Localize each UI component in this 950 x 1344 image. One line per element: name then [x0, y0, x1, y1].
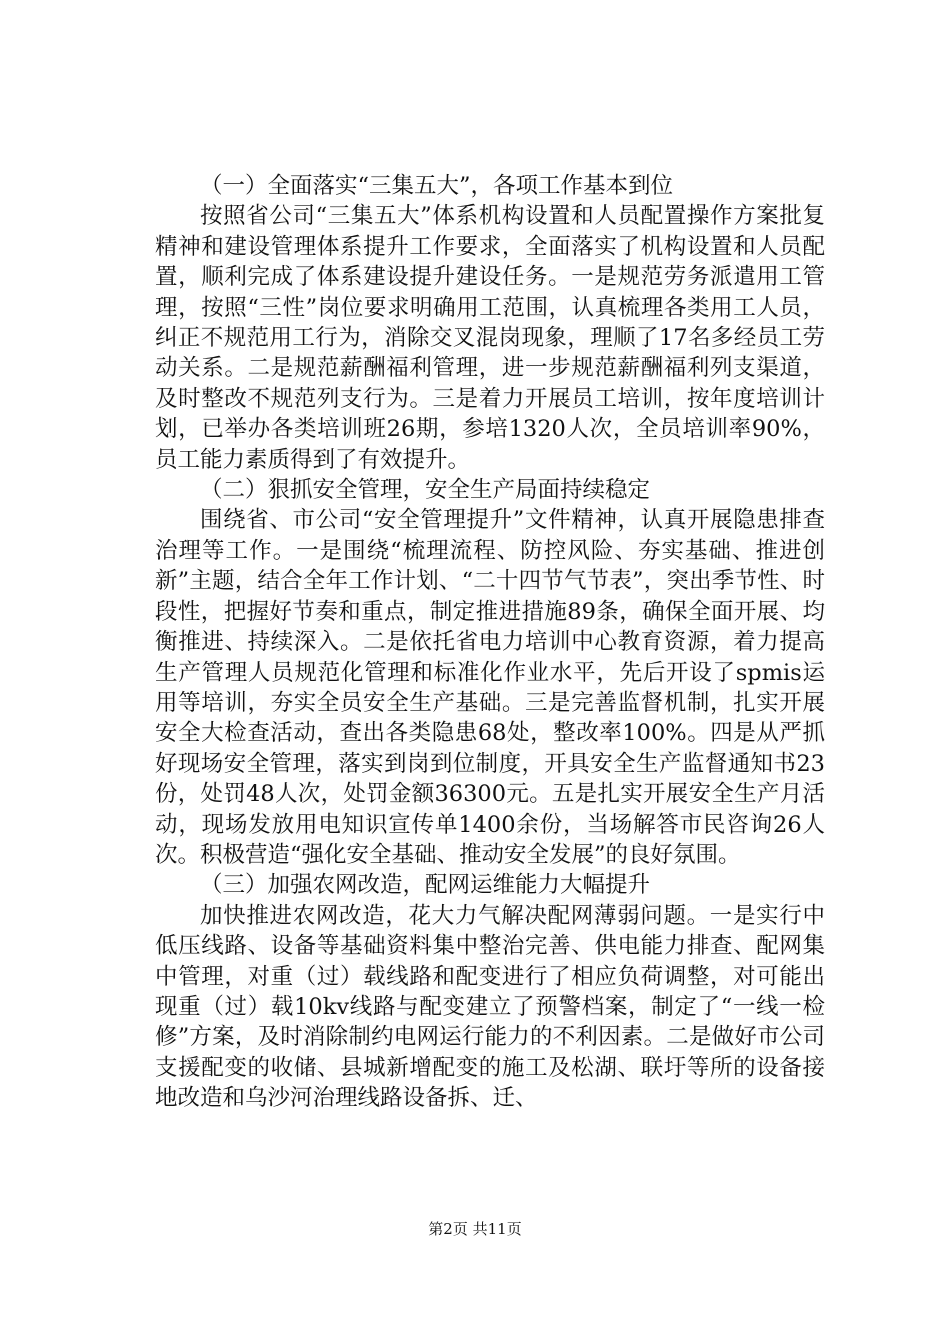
section-heading-3: （三）加强农网改造，配网运维能力大幅提升: [200, 872, 651, 899]
document-body: [155, 171, 825, 1114]
paragraph-2: 围绕省、市公司“安全管理提升”文件精神，认真开展隐患排查治理等工作。一是围绕“梳理流程、防控风险、夯实基础、推进创新”主题，结合全年工作计划、“二十四节气节表”，突出季节性、时段性，把握好节奏和重点，制定推进措施89条，确保全面开展、均衡推进、持续深入。二是依托省电力培训中心教育资源，着力提高生产管理人员规范化管理和标准化作业水平，先后开设了spmis运用等培训，夯实全员安全生产基础。三是完善监督机制，扎实开展安全大检查活动，查出各类隐患68处，整改率100%。四是从严抓好现场安全管理，落实到岗到位制度，开具安全生产监督通知书23份，处罚48人次，处罚金额36300元。五是扎实开展安全生产月活动，现场发放用电知识宣传单1400余份，当场解答市民咨询26人次。积极营造“强化安全基础、推动安全发展”的良好氛围。: [155, 507, 825, 868]
paragraph-1: 按照省公司“三集五大”体系机构设置和人员配置操作方案批复精神和建设管理体系提升工作要求，全面落实了机构设置和人员配置，顺利完成了体系建设提升建设任务。一是规范劳务派遣用工管理，按照“三性”岗位要求明确用工范围，认真梳理各类用工人员，纠正不规范用工行为，消除交叉混岗现象，理顺了17名多经员工劳动关系。二是规范薪酬福利管理，进一步规范薪酬福利列支渠道，及时整改不规范列支行为。三是着力开展员工培训，按年度培训计划，已举办各类培训班26期，参培1320人次，全员培训率90%，员工能力素质得到了有效提升。: [155, 203, 825, 473]
section-heading-1: （一）全面落实“三集五大”，各项工作基本到位: [200, 173, 674, 199]
page-footer: 第2页 共11页: [428, 1220, 522, 1238]
paragraph-3: 加快推进农网改造，花大力气解决配网薄弱问题。一是实行中低压线路、设备等基础资料集中整治完善、供电能力排查、配网集中管理，对重（过）载线路和配变进行了相应负荷调整，对可能出现重（过）载10kv线路与配变建立了预警档案，制定了“一线一检修”方案，及时消除制约电网运行能力的不利因素。二是做好市公司支援配变的收储、县城新增配变的施工及松湖、联圩等所的设备接地改造和乌沙河治理线路设备拆、迁、: [155, 902, 825, 1112]
section-heading-2: （二）狠抓安全管理，安全生产局面持续稳定: [200, 477, 651, 504]
